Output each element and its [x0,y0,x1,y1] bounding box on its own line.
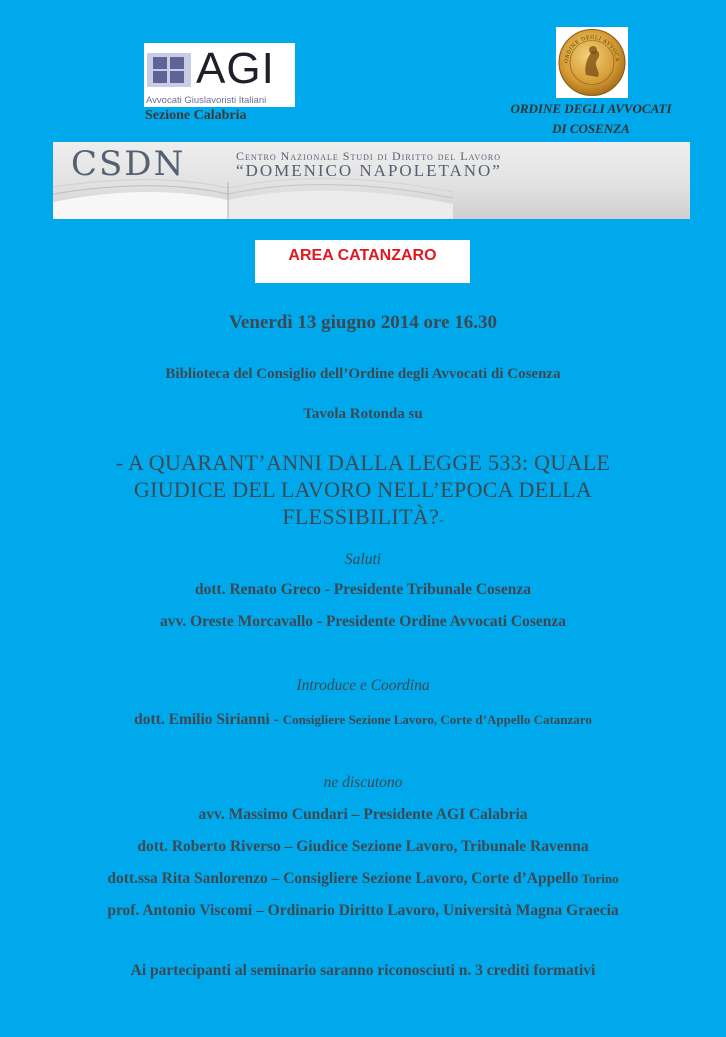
area-badge [255,240,470,283]
introduce-label: Introduce e Coordina [296,677,430,694]
agi-section-label: Sezione Calabria [145,108,247,123]
speaker-sirianni-name: dott. Emilio Sirianni - [134,711,283,728]
ordine-seal [556,27,628,98]
csdn-banner [53,142,690,219]
csdn-dedication: “DOMENICO NAPOLETANO” [236,161,502,180]
ordine-title-line1: ORDINE DEGLI AVVOCATI [510,101,672,116]
agi-logo-subtitle: Avvocati Giuslavoristi Italiani [146,95,267,106]
ordine-title-line2: DI COSENZA [552,121,630,136]
csdn-full-name: Centro Nazionale Studi di Diritto del Lavoro [236,149,502,163]
speaker-viscomi: prof. Antonio Viscomi – Ordinario Diritto Lavoro, Università Magna Graecia [107,902,619,919]
event-format: Tavola Rotonda su [303,406,423,422]
speaker-sanlorenzo-city: Torino [578,871,619,886]
event-date: Venerdì 13 giugno 2014 ore 16.30 [228,312,498,333]
event-title-suffix: - [439,512,444,527]
speaker-sanlorenzo-text: dott.ssa Rita Sanlorenzo – Consigliere Sezione Lavoro, Corte d’Appello [107,870,579,887]
svg-text:ORDINE DEGLI AVVOCATI COSENZA: ORDINE DEGLI AVVOCA [563,34,620,64]
seal-icon [556,27,628,98]
speaker-sirianni [0,711,726,729]
speaker-cundari: avv. Massimo Cundari – Presidente AGI Calabria [198,806,528,823]
speaker-riverso: dott. Roberto Riverso – Giudice Sezione Lavoro, Tribunale Ravenna [137,838,589,855]
discutono-label: ne discutono [323,774,403,791]
credits-note: Ai partecipanti al seminario saranno riconosciuti n. 3 crediti formativi [130,962,596,979]
csdn-acronym: CSDN [71,144,186,184]
event-venue: Biblioteca del Consiglio dell’Ordine degli Avvocati di Cosenza [165,366,561,382]
area-label: AREA CATANZARO [288,247,437,264]
event-title-line2: GIUDICE DEL LAVORO NELL’EPOCA DELLA [133,477,593,502]
agi-logo-text: AGI [196,44,275,93]
speaker-sirianni-role: Consigliere Sezione Lavoro, Corte d’Appello Catanzaro [282,712,592,727]
speaker-greco: dott. Renato Greco - Presidente Tribunale Cosenza [195,581,531,598]
speaker-sanlorenzo [0,870,726,888]
event-title-line3-text: FLESSIBILITÀ? [282,504,440,529]
event-title-line3 [0,504,726,530]
speaker-morcavallo: avv. Oreste Morcavallo - Presidente Ordine Avvocati Cosenza [159,613,567,630]
event-title-line1: - A QUARANT’ANNI DALLA LEGGE 533: QUALE [115,450,611,475]
agi-logo [144,43,295,107]
agi-squares-icon [147,53,191,87]
saluti-label: Saluti [344,551,382,568]
